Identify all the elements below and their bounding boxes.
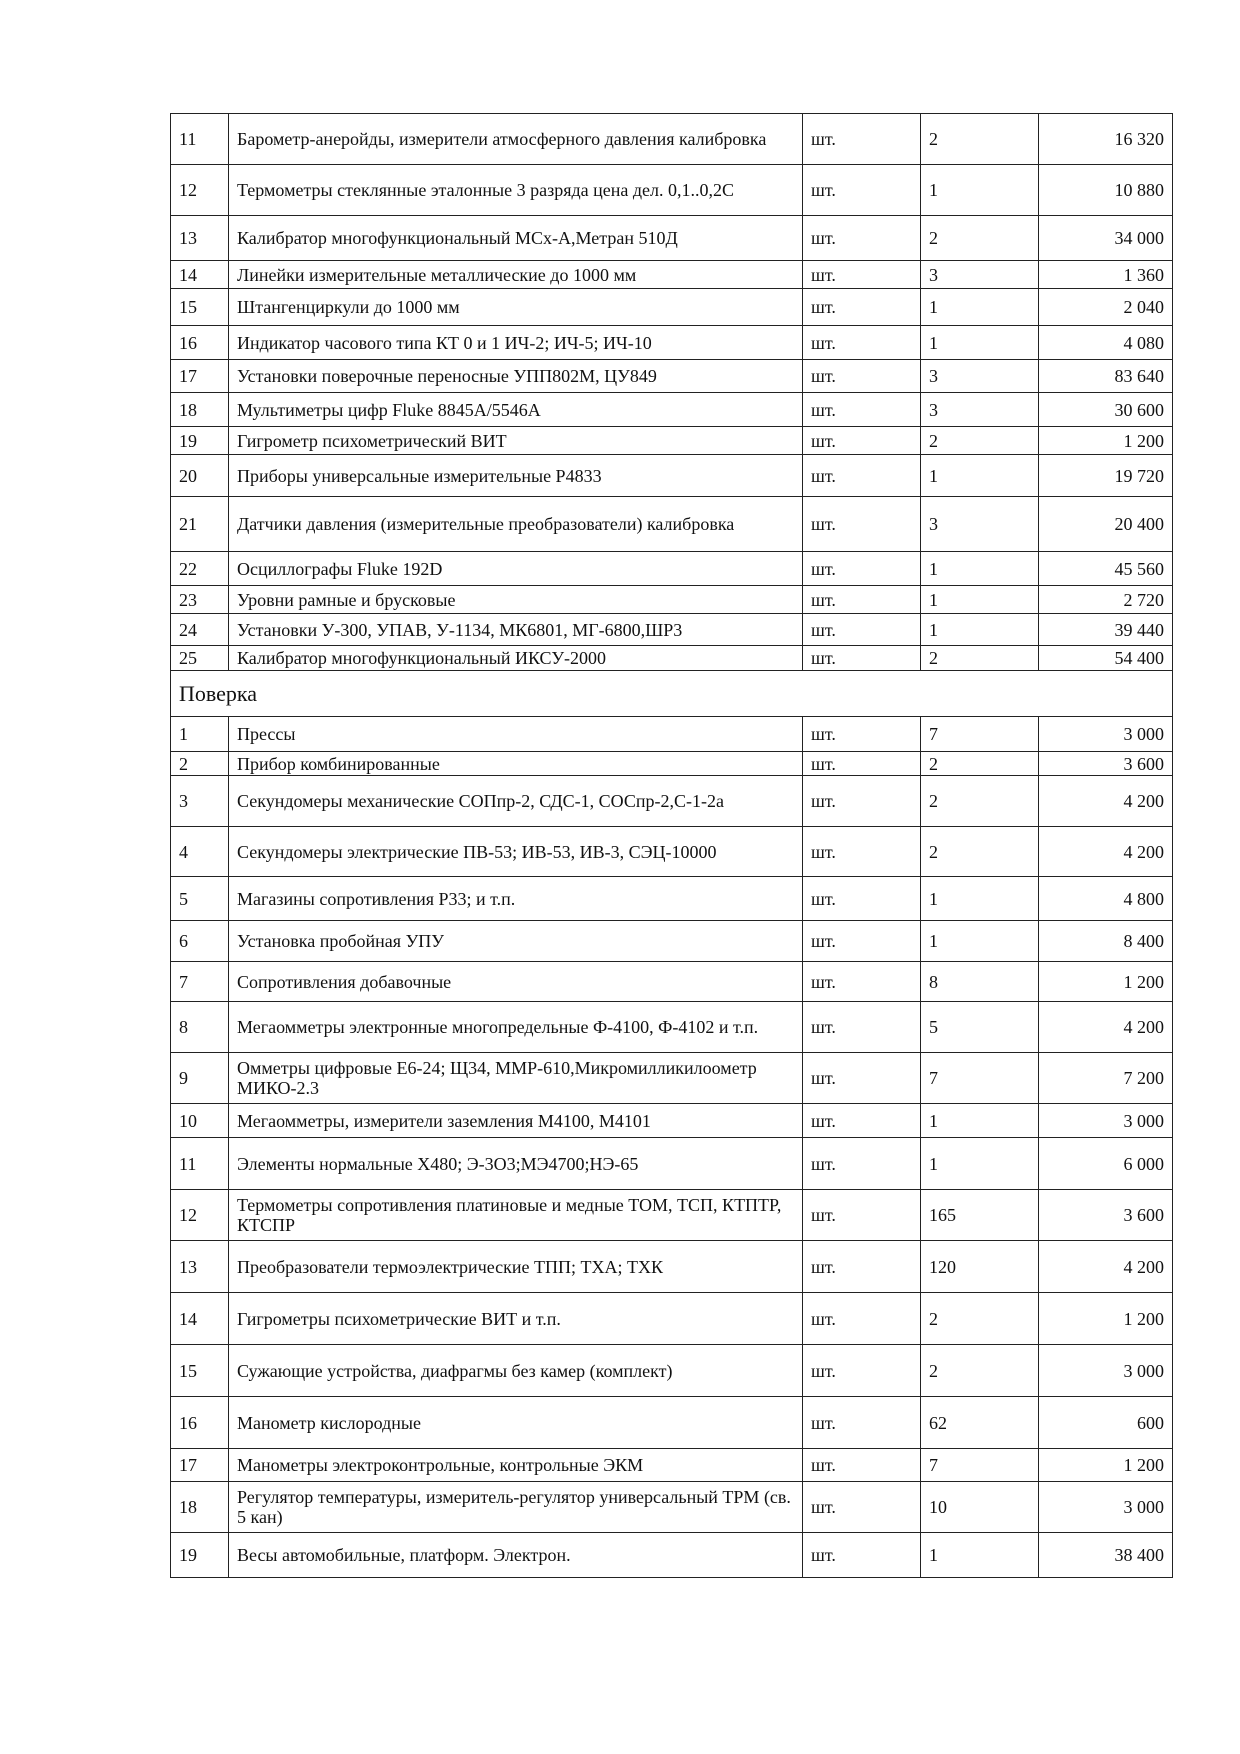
quantity-cell: 1 [921, 921, 1039, 962]
table-row [171, 1002, 1173, 1053]
quantity-cell: 2 [921, 646, 1039, 671]
quantity-cell: 1 [921, 1533, 1039, 1578]
item-name: Линейки измерительные металлические до 1000 мм [229, 261, 803, 289]
quantity-cell: 2 [921, 752, 1039, 776]
price-cell: 3 000 [1039, 717, 1173, 752]
item-name: Термометры сопротивления платиновые и медные ТОМ, ТСП, КТПТР, КТСПР [229, 1190, 803, 1241]
row-number: 24 [171, 614, 229, 646]
price-cell: 3 600 [1039, 752, 1173, 776]
table-row [171, 877, 1173, 921]
row-number: 9 [171, 1053, 229, 1104]
quantity-cell: 7 [921, 717, 1039, 752]
quantity-cell: 120 [921, 1241, 1039, 1293]
item-name: Весы автомобильные, платформ. Электрон. [229, 1533, 803, 1578]
item-name: Омметры цифровые Е6-24; Щ34, ММР-610,Микромилликилоометр МИКО-2.3 [229, 1053, 803, 1104]
unit-cell: шт. [803, 326, 921, 360]
row-number: 7 [171, 962, 229, 1002]
item-name: Установки поверочные переносные УПП802М, ЦУ849 [229, 360, 803, 393]
table-row [171, 1190, 1173, 1241]
table-row [171, 752, 1173, 776]
table-row [171, 165, 1173, 216]
row-number: 2 [171, 752, 229, 776]
calibration-rows [171, 114, 1173, 671]
price-cell: 1 200 [1039, 427, 1173, 455]
item-name: Гигрометр психометрический ВИТ [229, 427, 803, 455]
row-number: 15 [171, 289, 229, 326]
price-cell: 1 360 [1039, 261, 1173, 289]
row-number: 25 [171, 646, 229, 671]
item-name: Установка пробойная УПУ [229, 921, 803, 962]
quantity-cell: 7 [921, 1053, 1039, 1104]
item-name: Калибратор многофункциональный МСх-А,Метран 510Д [229, 216, 803, 261]
row-number: 13 [171, 1241, 229, 1293]
item-name: Калибратор многофункциональный ИКСУ-2000 [229, 646, 803, 671]
item-name: Датчики давления (измерительные преобразователи) калибровка [229, 497, 803, 552]
unit-cell: шт. [803, 1293, 921, 1345]
quantity-cell: 1 [921, 614, 1039, 646]
quantity-cell: 7 [921, 1449, 1039, 1482]
row-number: 16 [171, 326, 229, 360]
price-cell: 30 600 [1039, 393, 1173, 427]
table-row [171, 646, 1173, 671]
unit-cell: шт. [803, 752, 921, 776]
row-number: 17 [171, 1449, 229, 1482]
quantity-cell: 10 [921, 1482, 1039, 1533]
row-number: 14 [171, 1293, 229, 1345]
unit-cell: шт. [803, 1190, 921, 1241]
price-cell: 4 200 [1039, 776, 1173, 827]
price-cell: 4 800 [1039, 877, 1173, 921]
quantity-cell: 1 [921, 165, 1039, 216]
item-name: Штангенциркули до 1000 мм [229, 289, 803, 326]
quantity-cell: 3 [921, 261, 1039, 289]
price-cell: 3 000 [1039, 1104, 1173, 1138]
table-row [171, 1397, 1173, 1449]
quantity-cell: 8 [921, 962, 1039, 1002]
item-name: Установки У-300, УПАВ, У-1134, МК6801, МГ-6800,ШР3 [229, 614, 803, 646]
row-number: 3 [171, 776, 229, 827]
item-name: Мегаомметры, измерители заземления М4100, М4101 [229, 1104, 803, 1138]
price-cell: 54 400 [1039, 646, 1173, 671]
row-number: 5 [171, 877, 229, 921]
item-name: Барометр-анеройды, измерители атмосферного давления калибровка [229, 114, 803, 165]
unit-cell: шт. [803, 1104, 921, 1138]
quantity-cell: 2 [921, 216, 1039, 261]
unit-cell: шт. [803, 877, 921, 921]
price-cell: 83 640 [1039, 360, 1173, 393]
table-row [171, 586, 1173, 614]
quantity-cell: 1 [921, 326, 1039, 360]
table-row [171, 1138, 1173, 1190]
price-cell: 1 200 [1039, 962, 1173, 1002]
row-number: 4 [171, 827, 229, 877]
table-row [171, 962, 1173, 1002]
unit-cell: шт. [803, 1345, 921, 1397]
table-row [171, 360, 1173, 393]
row-number: 11 [171, 114, 229, 165]
unit-cell: шт. [803, 427, 921, 455]
unit-cell: шт. [803, 216, 921, 261]
item-name: Сопротивления добавочные [229, 962, 803, 1002]
quantity-cell: 1 [921, 552, 1039, 586]
quantity-cell: 1 [921, 877, 1039, 921]
item-name: Прессы [229, 717, 803, 752]
price-cell: 20 400 [1039, 497, 1173, 552]
item-name: Магазины сопротивления Р33; и т.п. [229, 877, 803, 921]
table-row [171, 326, 1173, 360]
table-row [171, 455, 1173, 497]
table-row [171, 427, 1173, 455]
price-cell: 6 000 [1039, 1138, 1173, 1190]
unit-cell: шт. [803, 552, 921, 586]
unit-cell: шт. [803, 827, 921, 877]
table-row [171, 776, 1173, 827]
row-number: 19 [171, 1533, 229, 1578]
section-header [171, 671, 1173, 717]
table-row [171, 289, 1173, 326]
row-number: 15 [171, 1345, 229, 1397]
unit-cell: шт. [803, 393, 921, 427]
table-row [171, 1241, 1173, 1293]
price-cell: 1 200 [1039, 1449, 1173, 1482]
table-row [171, 261, 1173, 289]
table-row [171, 393, 1173, 427]
row-number: 16 [171, 1397, 229, 1449]
table-row [171, 1293, 1173, 1345]
price-cell: 4 200 [1039, 827, 1173, 877]
table-row [171, 552, 1173, 586]
unit-cell: шт. [803, 455, 921, 497]
price-cell: 38 400 [1039, 1533, 1173, 1578]
unit-cell: шт. [803, 1002, 921, 1053]
table-row [171, 1482, 1173, 1533]
table-row [171, 614, 1173, 646]
row-number: 18 [171, 393, 229, 427]
table-row [171, 1104, 1173, 1138]
price-cell: 45 560 [1039, 552, 1173, 586]
unit-cell: шт. [803, 962, 921, 1002]
quantity-cell: 5 [921, 1002, 1039, 1053]
price-cell: 3 000 [1039, 1345, 1173, 1397]
item-name: Прибор комбинированные [229, 752, 803, 776]
row-number: 22 [171, 552, 229, 586]
unit-cell: шт. [803, 586, 921, 614]
row-number: 10 [171, 1104, 229, 1138]
item-name: Уровни рамные и брусковые [229, 586, 803, 614]
table-row [171, 216, 1173, 261]
unit-cell: шт. [803, 1397, 921, 1449]
row-number: 19 [171, 427, 229, 455]
quantity-cell: 1 [921, 1104, 1039, 1138]
item-name: Индикатор часового типа КТ 0 и 1 ИЧ-2; ИЧ-5; ИЧ-10 [229, 326, 803, 360]
price-cell: 4 200 [1039, 1241, 1173, 1293]
unit-cell: шт. [803, 497, 921, 552]
quantity-cell: 3 [921, 360, 1039, 393]
price-cell: 7 200 [1039, 1053, 1173, 1104]
row-number: 23 [171, 586, 229, 614]
quantity-cell: 3 [921, 393, 1039, 427]
row-number: 18 [171, 1482, 229, 1533]
price-cell: 39 440 [1039, 614, 1173, 646]
table-row [171, 827, 1173, 877]
quantity-cell: 1 [921, 289, 1039, 326]
quantity-cell: 3 [921, 497, 1039, 552]
table-row [171, 114, 1173, 165]
item-name: Манометр кислородные [229, 1397, 803, 1449]
table-row [171, 717, 1173, 752]
item-name: Манометры электроконтрольные, контрольные ЭКМ [229, 1449, 803, 1482]
item-name: Регулятор температуры, измеритель-регулятор универсальный ТРМ (св. 5 кан) [229, 1482, 803, 1533]
price-cell: 4 200 [1039, 1002, 1173, 1053]
item-name: Приборы универсальные измерительные Р4833 [229, 455, 803, 497]
unit-cell: шт. [803, 114, 921, 165]
table-row [171, 1345, 1173, 1397]
price-cell: 34 000 [1039, 216, 1173, 261]
row-number: 12 [171, 1190, 229, 1241]
item-name: Мегаомметры электронные многопредельные Ф-4100, Ф-4102 и т.п. [229, 1002, 803, 1053]
section-title: Поверка [171, 671, 1173, 717]
row-number: 13 [171, 216, 229, 261]
table-row [171, 1449, 1173, 1482]
row-number: 8 [171, 1002, 229, 1053]
unit-cell: шт. [803, 360, 921, 393]
price-cell: 2 720 [1039, 586, 1173, 614]
verification-rows [171, 717, 1173, 1578]
quantity-cell: 2 [921, 114, 1039, 165]
unit-cell: шт. [803, 776, 921, 827]
item-name: Элементы нормальные Х480; Э-3О3;МЭ4700;НЭ-65 [229, 1138, 803, 1190]
row-number: 17 [171, 360, 229, 393]
unit-cell: шт. [803, 1482, 921, 1533]
item-name: Осциллографы Fluke 192D [229, 552, 803, 586]
item-name: Термометры стеклянные эталонные 3 разряда цена дел. 0,1..0,2С [229, 165, 803, 216]
item-name: Сужающие устройства, диафрагмы без камер (комплект) [229, 1345, 803, 1397]
unit-cell: шт. [803, 261, 921, 289]
price-cell: 10 880 [1039, 165, 1173, 216]
item-name: Секундомеры механические СОПпр-2, СДС-1, СОСпр-2,С-1-2а [229, 776, 803, 827]
price-cell: 3 600 [1039, 1190, 1173, 1241]
unit-cell: шт. [803, 165, 921, 216]
table-row [171, 1533, 1173, 1578]
table-row [171, 497, 1173, 552]
quantity-cell: 2 [921, 827, 1039, 877]
row-number: 21 [171, 497, 229, 552]
unit-cell: шт. [803, 289, 921, 326]
unit-cell: шт. [803, 1449, 921, 1482]
unit-cell: шт. [803, 921, 921, 962]
quantity-cell: 1 [921, 586, 1039, 614]
unit-cell: шт. [803, 614, 921, 646]
unit-cell: шт. [803, 717, 921, 752]
unit-cell: шт. [803, 1053, 921, 1104]
row-number: 20 [171, 455, 229, 497]
price-cell: 8 400 [1039, 921, 1173, 962]
quantity-cell: 165 [921, 1190, 1039, 1241]
unit-cell: шт. [803, 646, 921, 671]
price-cell: 1 200 [1039, 1293, 1173, 1345]
quantity-cell: 2 [921, 776, 1039, 827]
price-cell: 2 040 [1039, 289, 1173, 326]
quantity-cell: 62 [921, 1397, 1039, 1449]
row-number: 6 [171, 921, 229, 962]
section-row [171, 671, 1173, 717]
item-name: Гигрометры психометрические ВИТ и т.п. [229, 1293, 803, 1345]
unit-cell: шт. [803, 1138, 921, 1190]
price-cell: 16 320 [1039, 114, 1173, 165]
table-row [171, 921, 1173, 962]
row-number: 11 [171, 1138, 229, 1190]
quantity-cell: 1 [921, 1138, 1039, 1190]
price-cell: 19 720 [1039, 455, 1173, 497]
row-number: 12 [171, 165, 229, 216]
item-name: Преобразователи термоэлектрические ТПП; ТХА; ТХК [229, 1241, 803, 1293]
unit-cell: шт. [803, 1533, 921, 1578]
price-cell: 600 [1039, 1397, 1173, 1449]
row-number: 1 [171, 717, 229, 752]
row-number: 14 [171, 261, 229, 289]
quantity-cell: 2 [921, 1345, 1039, 1397]
quantity-cell: 2 [921, 1293, 1039, 1345]
quantity-cell: 2 [921, 427, 1039, 455]
price-cell: 3 000 [1039, 1482, 1173, 1533]
unit-cell: шт. [803, 1241, 921, 1293]
price-table [170, 113, 1173, 1578]
item-name: Секундомеры электрические ПВ-53; ИВ-53, ИВ-3, СЭЦ-10000 [229, 827, 803, 877]
item-name: Мультиметры цифр Fluke 8845А/5546А [229, 393, 803, 427]
price-cell: 4 080 [1039, 326, 1173, 360]
table-row [171, 1053, 1173, 1104]
quantity-cell: 1 [921, 455, 1039, 497]
